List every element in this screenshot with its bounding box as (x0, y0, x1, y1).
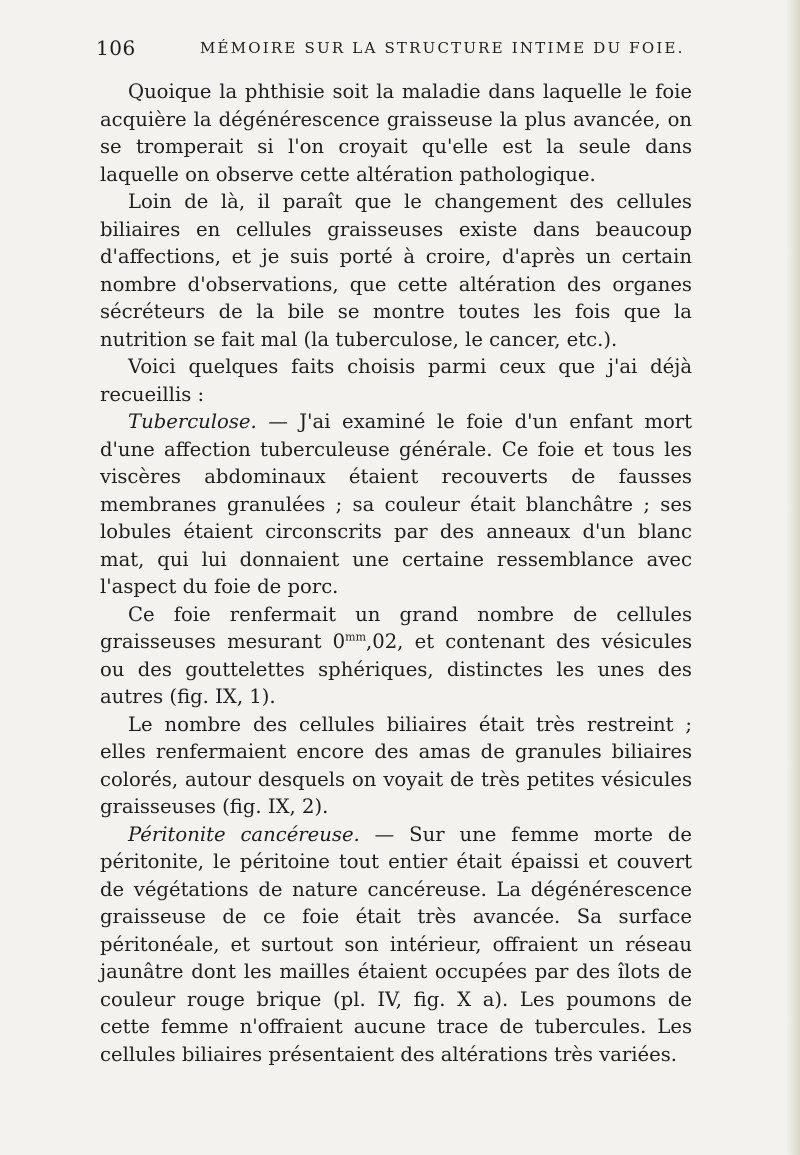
paragraph-peritonite (100, 821, 692, 1069)
paragraph-text: Quoique la phthisie soit la maladie dans laquelle le foie acquière la dégénérescence graisseuse la plus avancée, on se tromperait si l'on croyait qu'elle est la seule dans laquelle on observe cette altération pathologique. (100, 80, 692, 186)
paragraph-text: — Sur une femme morte de péritonite, le péritoine tout entier était épaissi et couvert de végétations de nature cancéreuse. La dégénérescence graisseuse de ce foie était très avancée. Sa surface péritonéale, et surtout son intérieur, offraient un réseau jaunâtre dont les mailles étaient occupées par des îlots de couleur rouge brique (pl. IV, fig. X a). Les poumons de cette femme n'offraient aucune trace de tubercules. Les cellules biliaires présentaient des altérations très variées. (100, 822, 692, 1066)
paragraph-cellules-biliaires (100, 711, 692, 821)
unit-superscript: mm (345, 630, 367, 644)
paragraph-phthisie (100, 78, 692, 188)
page-number: 106 (96, 36, 136, 60)
page-edge-shadow (786, 0, 800, 1155)
running-title: MÉMOIRE SUR LA STRUCTURE INTIME DU FOIE. (200, 39, 685, 57)
paragraph-changement (100, 188, 692, 353)
page-header (96, 36, 696, 62)
body-text (100, 78, 692, 1068)
paragraph-text: — J'ai examiné le foie d'un enfant mort d'une affection tuberculeuse générale. Ce foie et tous les viscères abdominaux étaient recouverts de fausses membranes granulées ; sa couleur était blanchâtre ; ses lobules étaient circonscrits par des anneaux d'un blanc mat, qui lui donnaient une certaine ressemblance avec l'aspect du foie de porc. (100, 410, 692, 598)
paragraph-text: Voici quelques faits choisis parmi ceux que j'ai déjà recueillis : (100, 355, 692, 406)
paragraph-text: Loin de là, il paraît que le changement des cellules biliaires en cellules graisseuses existe dans beaucoup d'affections, et je suis porté à croire, d'après un certain nombre d'observations, que cette altération des organes sécréteurs de la bile se montre toutes les fois que la nutrition se fait mal (la tuberculose, le cancer, etc.). (100, 190, 692, 351)
paragraph-tuberculose (100, 408, 692, 601)
paragraph-text: Le nombre des cellules biliaires était très restreint ; elles renfermaient encore des amas de granules biliaires colorés, autour desquels on voyait de très petites vésicules graisseuses (fig. IX, 2). (100, 712, 692, 818)
section-title-peritonite: Péritonite cancéreuse. (128, 822, 360, 846)
paragraph-text: Ce foie renfermait un grand nombre de cellules graisseuses mesurant 0 (100, 602, 692, 653)
paragraph-text: ,02, et contenant des vésicules ou des gouttelettes sphériques, distinctes les unes des autres (fig. IX, 1). (100, 630, 692, 708)
paragraph-voici (100, 353, 692, 408)
paragraph-cellules-graisseuses (100, 601, 692, 711)
section-title-tuberculose: Tuberculose. (128, 410, 257, 433)
